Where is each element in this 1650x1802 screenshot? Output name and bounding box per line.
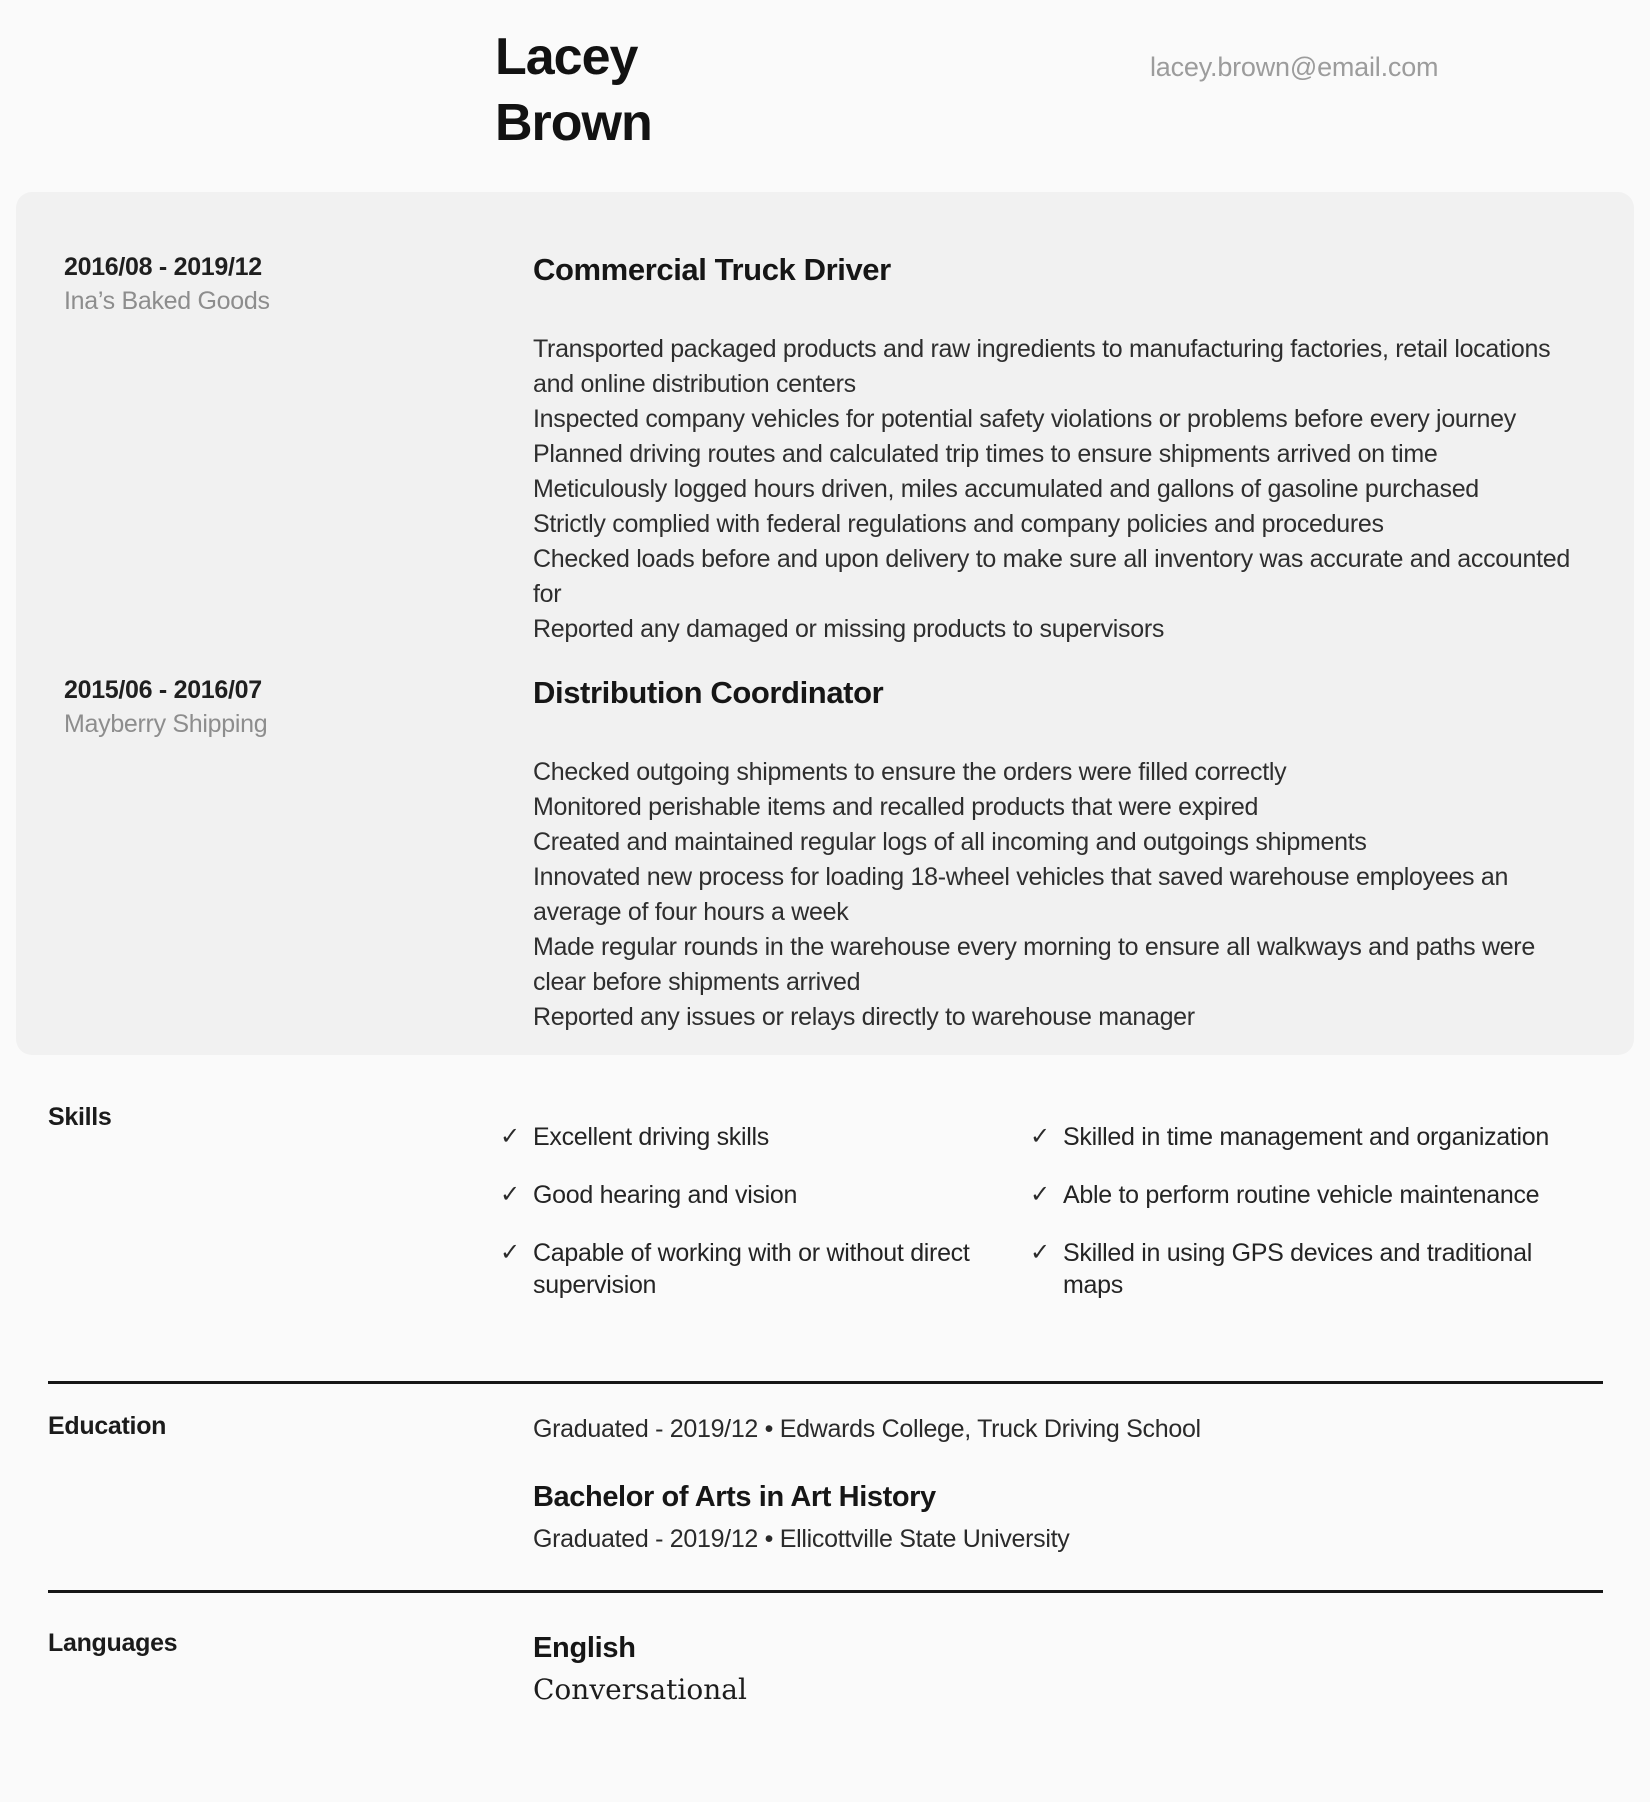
skill-item: [500, 1121, 1030, 1153]
job-meta: [48, 673, 533, 1035]
education-section: [0, 1412, 1650, 1556]
experience-entry-2: [48, 673, 1579, 1035]
description-line: Planned driving routes and calculated trip times to ensure shipments arrived on time: [533, 440, 1438, 468]
description-line: Checked outgoing shipments to ensure the orders were filled correctly: [533, 758, 1287, 786]
skill-text: Able to perform routine vehicle maintenance: [1063, 1181, 1540, 1209]
description-line: Meticulously logged hours driven, miles accumulated and gallons of gasoline purchased: [533, 475, 1479, 503]
skill-item: [1030, 1121, 1590, 1153]
section-label-education: Education: [48, 1412, 167, 1440]
experience-entry-1: [48, 250, 1579, 647]
skill-text: Excellent driving skills: [533, 1123, 769, 1151]
language-level: Conversational: [533, 1673, 747, 1706]
skill-text: Good hearing and vision: [533, 1181, 798, 1209]
page-title: [495, 24, 1650, 156]
experience-card: [16, 192, 1634, 1055]
name-first: Lacey: [495, 28, 638, 86]
description-line: Made regular rounds in the warehouse every morning to ensure all walkways and paths were clear before shipments arrived: [533, 933, 1535, 996]
skill-text: Skilled in using GPS devices and traditional maps: [1063, 1239, 1533, 1299]
check-icon: ✓: [500, 1181, 521, 1208]
skills-section: [0, 1103, 1650, 1301]
check-icon: ✓: [1030, 1239, 1051, 1266]
name-last: Brown: [495, 94, 652, 152]
description-line: Inspected company vehicles for potential safety violations or problems before every journey: [533, 405, 1516, 433]
header: [0, 0, 1650, 156]
section-divider: [48, 1381, 1603, 1384]
languages-section: [0, 1629, 1650, 1709]
language-name: English: [533, 1632, 636, 1664]
check-icon: ✓: [500, 1239, 521, 1266]
description-line: Innovated new process for loading 18-wheel vehicles that saved warehouse employees an average of four hours a week: [533, 863, 1509, 926]
description-line: Checked loads before and upon delivery to make sure all inventory was accurate and accounted for: [533, 545, 1570, 608]
skills-column-left: [500, 1121, 1030, 1301]
check-icon: ✓: [1030, 1181, 1051, 1208]
job-dates: 2016/08 - 2019/12: [64, 253, 262, 281]
skill-text: Capable of working with or without direct supervision: [533, 1239, 970, 1299]
description-line: Reported any damaged or missing products to supervisors: [533, 615, 1165, 643]
description-line: Transported packaged products and raw ingredients to manufacturing factories, retail locations and online distribution centers: [533, 335, 1551, 398]
description-line: Created and maintained regular logs of all incoming and outgoings shipments: [533, 828, 1367, 856]
job-detail: [533, 673, 1579, 1035]
section-divider: [48, 1590, 1603, 1593]
description-line: Reported any issues or relays directly to warehouse manager: [533, 1003, 1195, 1031]
job-title: Commercial Truck Driver: [533, 252, 891, 287]
check-icon: ✓: [1030, 1123, 1051, 1150]
languages-content: [533, 1629, 1590, 1709]
job-description: [533, 755, 1579, 1035]
skill-item: [500, 1179, 1030, 1211]
skills-columns: [500, 1121, 1590, 1301]
skill-item: [1030, 1179, 1590, 1211]
skills-column-right: [1030, 1121, 1590, 1301]
section-label-skills: Skills: [48, 1103, 112, 1131]
job-description: [533, 332, 1579, 647]
job-title: Distribution Coordinator: [533, 675, 884, 710]
skill-item: [1030, 1237, 1590, 1301]
education-entry-1: [533, 1412, 1590, 1446]
job-company: Ina’s Baked Goods: [64, 287, 270, 315]
skills-content: [500, 1103, 1590, 1301]
check-icon: ✓: [500, 1123, 521, 1150]
graduation-line: Graduated - 2019/12 • Edwards College, Truck Driving School: [533, 1415, 1201, 1443]
description-line: Strictly complied with federal regulations and company policies and procedures: [533, 510, 1384, 538]
job-detail: [533, 250, 1579, 647]
skill-text: Skilled in time management and organization: [1063, 1123, 1550, 1151]
graduation-line: Graduated - 2019/12 • Ellicottville State University: [533, 1525, 1070, 1553]
education-entry-2: [533, 1478, 1590, 1556]
description-line: Monitored perishable items and recalled products that were expired: [533, 793, 1259, 821]
section-label-languages: Languages: [48, 1629, 178, 1657]
job-company: Mayberry Shipping: [64, 710, 268, 738]
job-dates: 2015/06 - 2016/07: [64, 676, 262, 704]
skill-item: [500, 1237, 1030, 1301]
degree-title: Bachelor of Arts in Art History: [533, 1481, 936, 1513]
education-content: [533, 1412, 1590, 1556]
email-text: lacey.brown@email.com: [1150, 52, 1439, 82]
job-meta: [48, 250, 533, 647]
